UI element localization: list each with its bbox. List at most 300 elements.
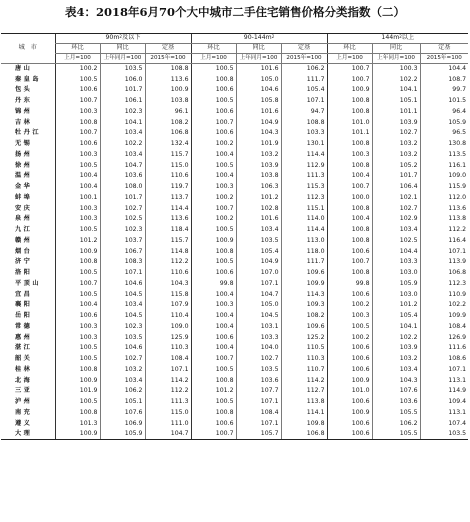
index-value-cell: 108.8 bbox=[281, 117, 327, 128]
index-value-cell: 100.7 bbox=[191, 203, 236, 214]
index-value-cell: 114.2 bbox=[145, 375, 191, 386]
city-name-cell: 岳阳 bbox=[15, 312, 33, 320]
index-value-cell: 110.7 bbox=[281, 365, 327, 376]
table-row bbox=[1, 343, 468, 354]
index-value-cell: 100.8 bbox=[327, 139, 372, 150]
table-row bbox=[1, 193, 468, 204]
index-value-cell: 100.6 bbox=[327, 429, 372, 440]
index-value-cell: 112.0 bbox=[420, 193, 468, 204]
index-value-cell: 100.8 bbox=[191, 408, 236, 419]
index-value-cell: 100.8 bbox=[191, 74, 236, 85]
index-value-cell: 108.8 bbox=[145, 64, 191, 75]
index-value-cell: 100.8 bbox=[191, 375, 236, 386]
index-value-cell: 100.8 bbox=[191, 246, 236, 257]
index-value-cell: 100.6 bbox=[55, 85, 100, 96]
index-value-cell: 104.1 bbox=[100, 117, 145, 128]
index-value-cell: 102.8 bbox=[236, 203, 281, 214]
index-value-cell: 100.3 bbox=[55, 203, 100, 214]
base-label-prev-month: 上月=100 bbox=[191, 54, 236, 64]
index-value-cell: 105.0 bbox=[236, 300, 281, 311]
index-value-cell: 100.8 bbox=[327, 203, 372, 214]
base-label-prev-month: 上月=100 bbox=[55, 54, 100, 64]
index-value-cell: 104.7 bbox=[100, 160, 145, 171]
index-value-cell: 100.5 bbox=[55, 268, 100, 279]
index-value-cell: 100.4 bbox=[191, 311, 236, 322]
index-value-cell: 105.1 bbox=[372, 96, 420, 107]
index-value-cell: 112.2 bbox=[420, 225, 468, 236]
index-value-cell: 106.2 bbox=[372, 418, 420, 429]
index-value-cell: 100.2 bbox=[327, 300, 372, 311]
index-value-cell: 126.9 bbox=[420, 332, 468, 343]
index-value-cell: 100.5 bbox=[55, 397, 100, 408]
city-name-cell: 泉州 bbox=[15, 215, 33, 223]
index-value-cell: 113.6 bbox=[145, 74, 191, 85]
table-title: 表4：2018年6月70个大中城市二手住宅销售价格分类指数（二） bbox=[64, 5, 405, 19]
index-value-cell: 105.9 bbox=[100, 429, 145, 440]
index-value-cell: 125.9 bbox=[145, 332, 191, 343]
index-value-cell: 100.4 bbox=[191, 150, 236, 161]
index-value-cell: 113.8 bbox=[420, 214, 468, 225]
city-name-cell: 遵义 bbox=[15, 419, 33, 427]
index-value-cell: 106.8 bbox=[281, 429, 327, 440]
index-value-cell: 103.2 bbox=[236, 150, 281, 161]
index-value-cell: 103.9 bbox=[372, 343, 420, 354]
index-value-cell: 100.8 bbox=[327, 107, 372, 118]
index-value-cell: 100.3 bbox=[191, 182, 236, 193]
index-value-cell: 110.9 bbox=[420, 289, 468, 300]
city-name-cell: 金华 bbox=[15, 183, 33, 191]
index-value-cell: 100.6 bbox=[327, 343, 372, 354]
index-value-cell: 100.1 bbox=[55, 193, 100, 204]
index-value-cell: 107.1 bbox=[236, 397, 281, 408]
index-value-cell: 114.0 bbox=[281, 214, 327, 225]
index-value-cell: 100.9 bbox=[191, 236, 236, 247]
index-value-cell: 103.2 bbox=[372, 150, 420, 161]
index-value-cell: 108.4 bbox=[420, 322, 468, 333]
table-row bbox=[1, 354, 468, 365]
index-value-cell: 114.3 bbox=[281, 289, 327, 300]
index-value-cell: 103.1 bbox=[236, 322, 281, 333]
table-row bbox=[1, 236, 468, 247]
index-value-cell: 103.5 bbox=[236, 236, 281, 247]
index-value-cell: 102.5 bbox=[100, 214, 145, 225]
city-name-cell: 韶关 bbox=[15, 355, 33, 363]
city-name-cell: 无锡 bbox=[15, 140, 33, 148]
index-value-cell: 104.7 bbox=[236, 289, 281, 300]
index-value-cell: 100.5 bbox=[191, 96, 236, 107]
city-name-cell: 温州 bbox=[15, 172, 33, 180]
index-value-cell: 103.8 bbox=[145, 96, 191, 107]
index-value-cell: 112.3 bbox=[420, 279, 468, 290]
index-value-cell: 100.7 bbox=[327, 257, 372, 268]
index-value-cell: 130.8 bbox=[420, 139, 468, 150]
index-value-cell: 103.0 bbox=[372, 268, 420, 279]
index-value-cell: 100.3 bbox=[55, 150, 100, 161]
table-row bbox=[1, 322, 468, 333]
index-value-cell: 115.1 bbox=[281, 203, 327, 214]
index-value-cell: 100.2 bbox=[327, 332, 372, 343]
table-row bbox=[1, 386, 468, 397]
index-value-cell: 100.3 bbox=[372, 64, 420, 75]
index-value-cell: 102.2 bbox=[100, 139, 145, 150]
index-value-cell: 103.4 bbox=[236, 225, 281, 236]
index-value-cell: 94.7 bbox=[281, 107, 327, 118]
index-value-cell: 106.7 bbox=[100, 246, 145, 257]
subheader-huanbi: 环比 bbox=[191, 44, 236, 54]
index-value-cell: 100.6 bbox=[55, 311, 100, 322]
index-value-cell: 102.3 bbox=[100, 107, 145, 118]
table-row bbox=[1, 311, 468, 322]
index-value-cell: 103.0 bbox=[372, 289, 420, 300]
index-value-cell: 96.1 bbox=[145, 107, 191, 118]
subheader-tongbi: 同比 bbox=[236, 44, 281, 54]
index-value-cell: 113.8 bbox=[281, 397, 327, 408]
city-name-cell: 南充 bbox=[15, 408, 33, 416]
index-value-cell: 100.3 bbox=[327, 150, 372, 161]
index-value-cell: 105.8 bbox=[236, 96, 281, 107]
index-value-cell: 100.3 bbox=[327, 311, 372, 322]
index-value-cell: 109.6 bbox=[281, 322, 327, 333]
index-value-cell: 100.8 bbox=[327, 160, 372, 171]
table-row bbox=[1, 74, 468, 85]
city-name-cell: 徐州 bbox=[15, 161, 33, 169]
city-name-cell: 九江 bbox=[15, 226, 33, 234]
index-value-cell: 100.8 bbox=[55, 408, 100, 419]
index-value-cell: 100.3 bbox=[55, 214, 100, 225]
index-value-cell: 105.1 bbox=[100, 397, 145, 408]
index-value-cell: 108.2 bbox=[145, 117, 191, 128]
index-value-cell: 100.4 bbox=[191, 171, 236, 182]
index-value-cell: 104.0 bbox=[236, 343, 281, 354]
index-value-cell: 101.0 bbox=[327, 386, 372, 397]
index-value-cell: 105.4 bbox=[372, 311, 420, 322]
index-value-cell: 100.7 bbox=[327, 64, 372, 75]
index-value-cell: 112.2 bbox=[145, 386, 191, 397]
index-value-cell: 100.5 bbox=[191, 64, 236, 75]
table-row bbox=[1, 268, 468, 279]
index-value-cell: 100.6 bbox=[191, 128, 236, 139]
city-name-cell: 泸州 bbox=[15, 398, 33, 406]
index-value-cell: 109.6 bbox=[281, 268, 327, 279]
index-value-cell: 114.8 bbox=[145, 246, 191, 257]
index-value-cell: 100.5 bbox=[55, 289, 100, 300]
index-value-cell: 132.4 bbox=[145, 139, 191, 150]
index-value-cell: 108.3 bbox=[100, 257, 145, 268]
index-value-cell: 100.5 bbox=[55, 343, 100, 354]
index-value-cell: 100.5 bbox=[191, 397, 236, 408]
index-value-cell: 113.5 bbox=[420, 150, 468, 161]
city-name-cell: 唐山 bbox=[15, 65, 33, 73]
index-value-cell: 104.6 bbox=[236, 85, 281, 96]
index-value-cell: 100.3 bbox=[191, 300, 236, 311]
table-row bbox=[1, 365, 468, 376]
index-value-cell: 102.3 bbox=[100, 225, 145, 236]
index-value-cell: 103.5 bbox=[100, 64, 145, 75]
index-value-cell: 103.6 bbox=[372, 397, 420, 408]
city-name-cell: 蚌埠 bbox=[15, 193, 33, 201]
index-value-cell: 125.2 bbox=[281, 332, 327, 343]
city-name-cell: 大理 bbox=[1, 429, 55, 440]
table-row bbox=[1, 182, 468, 193]
index-value-cell: 104.3 bbox=[145, 279, 191, 290]
index-value-cell: 103.5 bbox=[100, 332, 145, 343]
index-value-cell: 100.6 bbox=[191, 332, 236, 343]
city-name-cell: 襄阳 bbox=[15, 301, 33, 309]
city-name-cell: 安庆 bbox=[15, 204, 33, 212]
base-label-2015: 2015年=100 bbox=[145, 54, 191, 64]
city-name-cell: 洛阳 bbox=[15, 269, 33, 277]
index-value-cell: 100.6 bbox=[55, 139, 100, 150]
index-value-cell: 105.2 bbox=[372, 160, 420, 171]
index-value-cell: 101.1 bbox=[327, 128, 372, 139]
index-value-cell: 106.8 bbox=[420, 268, 468, 279]
index-value-cell: 107.1 bbox=[145, 365, 191, 376]
index-value-cell: 100.6 bbox=[327, 354, 372, 365]
base-label-2015: 2015年=100 bbox=[420, 54, 468, 64]
index-value-cell: 109.9 bbox=[281, 279, 327, 290]
table-row bbox=[1, 225, 468, 236]
index-value-cell: 104.9 bbox=[236, 117, 281, 128]
index-value-cell: 104.4 bbox=[420, 64, 468, 75]
subheader-huanbi: 环比 bbox=[55, 44, 100, 54]
index-value-cell: 100.2 bbox=[55, 64, 100, 75]
index-value-cell: 100.7 bbox=[55, 128, 100, 139]
index-value-cell: 101.7 bbox=[372, 171, 420, 182]
index-value-cell: 100.3 bbox=[55, 332, 100, 343]
table-row bbox=[1, 160, 468, 171]
subheader-tongbi: 同比 bbox=[372, 44, 420, 54]
index-value-cell: 100.6 bbox=[191, 107, 236, 118]
index-value-cell: 107.1 bbox=[236, 418, 281, 429]
index-value-cell: 100.9 bbox=[327, 408, 372, 419]
index-value-cell: 113.9 bbox=[420, 257, 468, 268]
index-value-cell: 116.1 bbox=[420, 160, 468, 171]
index-value-cell: 100.4 bbox=[55, 171, 100, 182]
table-row bbox=[1, 128, 468, 139]
subheader-dingji: 定基 bbox=[145, 44, 191, 54]
index-value-cell: 100.8 bbox=[327, 268, 372, 279]
index-value-cell: 107.4 bbox=[420, 418, 468, 429]
index-value-cell: 101.2 bbox=[55, 236, 100, 247]
index-value-cell: 118.0 bbox=[281, 246, 327, 257]
index-value-cell: 112.7 bbox=[281, 386, 327, 397]
index-value-cell: 115.7 bbox=[145, 150, 191, 161]
index-value-cell: 113.1 bbox=[420, 375, 468, 386]
table-row bbox=[1, 257, 468, 268]
index-value-cell: 112.2 bbox=[145, 257, 191, 268]
index-value-cell: 105.5 bbox=[372, 408, 420, 419]
index-value-cell: 107.1 bbox=[420, 246, 468, 257]
index-value-cell: 103.3 bbox=[236, 332, 281, 343]
base-label-prev-month: 上月=100 bbox=[327, 54, 372, 64]
index-value-cell: 100.5 bbox=[191, 257, 236, 268]
index-value-cell: 103.9 bbox=[236, 160, 281, 171]
index-value-cell: 100.6 bbox=[327, 365, 372, 376]
table-row bbox=[1, 85, 468, 96]
index-value-cell: 100.3 bbox=[55, 322, 100, 333]
table-row bbox=[1, 375, 468, 386]
city-name-cell: 惠州 bbox=[15, 333, 33, 341]
index-value-cell: 100.5 bbox=[55, 74, 100, 85]
city-column-header: 城市 bbox=[1, 34, 55, 64]
index-value-cell: 113.0 bbox=[281, 236, 327, 247]
city-name-cell: 宜昌 bbox=[15, 290, 33, 298]
index-value-cell: 100.8 bbox=[55, 365, 100, 376]
table-row bbox=[1, 397, 468, 408]
index-value-cell: 100.4 bbox=[191, 343, 236, 354]
table-row bbox=[1, 408, 468, 419]
city-name-cell: 锦州 bbox=[15, 107, 33, 115]
index-value-cell: 100.9 bbox=[55, 246, 100, 257]
index-value-cell: 101.6 bbox=[236, 64, 281, 75]
index-value-cell: 111.3 bbox=[281, 171, 327, 182]
index-value-cell: 104.3 bbox=[372, 375, 420, 386]
index-value-cell: 103.5 bbox=[236, 365, 281, 376]
index-value-cell: 100.8 bbox=[55, 117, 100, 128]
index-value-cell: 100.0 bbox=[327, 193, 372, 204]
index-value-cell: 115.0 bbox=[145, 160, 191, 171]
base-label-prev-year: 上年同月=100 bbox=[100, 54, 145, 64]
index-value-cell: 100.4 bbox=[327, 214, 372, 225]
index-value-cell: 110.6 bbox=[145, 171, 191, 182]
index-value-cell: 100.8 bbox=[327, 225, 372, 236]
price-index-table bbox=[1, 33, 468, 440]
city-name-cell: 牡丹江 bbox=[15, 129, 42, 137]
index-value-cell: 104.7 bbox=[145, 429, 191, 440]
city-name-cell: 扬州 bbox=[15, 150, 33, 158]
index-value-cell: 96.5 bbox=[420, 128, 468, 139]
index-value-cell: 100.4 bbox=[191, 289, 236, 300]
index-value-cell: 115.0 bbox=[145, 408, 191, 419]
index-value-cell: 101.7 bbox=[100, 193, 145, 204]
table-row bbox=[1, 150, 468, 161]
index-value-cell: 101.6 bbox=[236, 214, 281, 225]
index-value-cell: 99.8 bbox=[191, 279, 236, 290]
index-value-cell: 107.1 bbox=[236, 279, 281, 290]
index-value-cell: 115.3 bbox=[281, 182, 327, 193]
index-value-cell: 106.2 bbox=[100, 386, 145, 397]
index-value-cell: 103.6 bbox=[100, 171, 145, 182]
index-value-cell: 100.8 bbox=[327, 96, 372, 107]
index-value-cell: 100.6 bbox=[327, 397, 372, 408]
index-value-cell: 106.8 bbox=[145, 128, 191, 139]
index-value-cell: 100.9 bbox=[145, 85, 191, 96]
subheader-huanbi: 环比 bbox=[327, 44, 372, 54]
index-value-cell: 100.6 bbox=[327, 246, 372, 257]
index-value-cell: 100.7 bbox=[327, 74, 372, 85]
index-value-cell: 107.6 bbox=[372, 386, 420, 397]
index-value-cell: 103.2 bbox=[372, 139, 420, 150]
city-name-cell: 包头 bbox=[15, 86, 33, 94]
city-name-cell: 桂林 bbox=[15, 365, 33, 373]
subheader-tongbi: 同比 bbox=[100, 44, 145, 54]
index-value-cell: 102.9 bbox=[372, 214, 420, 225]
index-value-cell: 108.4 bbox=[145, 354, 191, 365]
index-value-cell: 104.9 bbox=[236, 257, 281, 268]
index-value-cell: 102.7 bbox=[100, 354, 145, 365]
index-value-cell: 104.1 bbox=[372, 322, 420, 333]
index-value-cell: 100.2 bbox=[191, 193, 236, 204]
index-value-cell: 100.5 bbox=[191, 160, 236, 171]
index-value-cell: 103.2 bbox=[372, 354, 420, 365]
index-value-cell: 99.8 bbox=[327, 279, 372, 290]
index-value-cell: 100.5 bbox=[55, 225, 100, 236]
index-value-cell: 105.7 bbox=[236, 429, 281, 440]
index-value-cell: 104.6 bbox=[100, 343, 145, 354]
index-value-cell: 104.3 bbox=[236, 128, 281, 139]
index-value-cell: 100.6 bbox=[327, 289, 372, 300]
group-header-medium: $90-144m^2$ bbox=[191, 34, 327, 44]
index-value-cell: 102.5 bbox=[372, 236, 420, 247]
index-value-cell: 111.3 bbox=[145, 397, 191, 408]
index-value-cell: 102.7 bbox=[372, 128, 420, 139]
city-name-cell: 吉林 bbox=[15, 118, 33, 126]
index-value-cell: 115.7 bbox=[145, 236, 191, 247]
index-value-cell: 100.7 bbox=[191, 429, 236, 440]
index-value-cell: 106.1 bbox=[100, 96, 145, 107]
index-value-cell: 118.4 bbox=[145, 225, 191, 236]
group-header-small: $90m^2$及以下 bbox=[55, 34, 191, 44]
subheader-dingji: 定基 bbox=[420, 44, 468, 54]
index-value-cell: 103.8 bbox=[236, 171, 281, 182]
table-row bbox=[1, 96, 468, 107]
index-value-cell: 111.7 bbox=[281, 74, 327, 85]
table-row bbox=[1, 289, 468, 300]
index-value-cell: 112.3 bbox=[281, 193, 327, 204]
index-value-cell: 110.4 bbox=[145, 311, 191, 322]
index-value-cell: 100.6 bbox=[327, 418, 372, 429]
index-value-cell: 114.4 bbox=[281, 225, 327, 236]
table-row bbox=[1, 279, 468, 290]
index-value-cell: 106.4 bbox=[372, 182, 420, 193]
subheader-dingji: 定基 bbox=[281, 44, 327, 54]
city-name-cell: 三亚 bbox=[15, 387, 33, 395]
index-value-cell: 107.9 bbox=[145, 300, 191, 311]
city-name-cell: 丹东 bbox=[15, 97, 33, 105]
index-value-cell: 101.5 bbox=[420, 96, 468, 107]
index-value-cell: 100.5 bbox=[327, 322, 372, 333]
index-value-cell: 108.7 bbox=[420, 74, 468, 85]
table-row bbox=[1, 203, 468, 214]
table-row bbox=[1, 171, 468, 182]
index-value-cell: 100.7 bbox=[55, 96, 100, 107]
index-value-cell: 103.4 bbox=[372, 365, 420, 376]
city-name-cell: 济宁 bbox=[15, 258, 33, 266]
index-value-cell: 113.1 bbox=[420, 408, 468, 419]
index-value-cell: 100.4 bbox=[55, 182, 100, 193]
index-value-cell: 103.9 bbox=[372, 117, 420, 128]
index-value-cell: 100.2 bbox=[191, 214, 236, 225]
index-value-cell: 100.9 bbox=[327, 85, 372, 96]
index-value-cell: 110.5 bbox=[281, 343, 327, 354]
index-value-cell: 102.2 bbox=[420, 300, 468, 311]
index-value-cell: 102.7 bbox=[100, 203, 145, 214]
table-row bbox=[1, 117, 468, 128]
city-name-cell: 常德 bbox=[15, 322, 33, 330]
index-value-cell: 103.5 bbox=[420, 429, 468, 440]
index-value-cell: 99.7 bbox=[420, 85, 468, 96]
index-value-cell: 102.2 bbox=[372, 74, 420, 85]
index-value-cell: 104.5 bbox=[236, 311, 281, 322]
city-name-cell: 赣州 bbox=[15, 236, 33, 244]
index-value-cell: 110.3 bbox=[145, 343, 191, 354]
index-value-cell: 116.4 bbox=[420, 236, 468, 247]
index-value-cell: 100.7 bbox=[191, 354, 236, 365]
city-name-cell: 平顶山 bbox=[15, 279, 42, 287]
index-value-cell: 119.7 bbox=[145, 182, 191, 193]
index-value-cell: 103.6 bbox=[236, 375, 281, 386]
index-value-cell: 115.9 bbox=[420, 182, 468, 193]
